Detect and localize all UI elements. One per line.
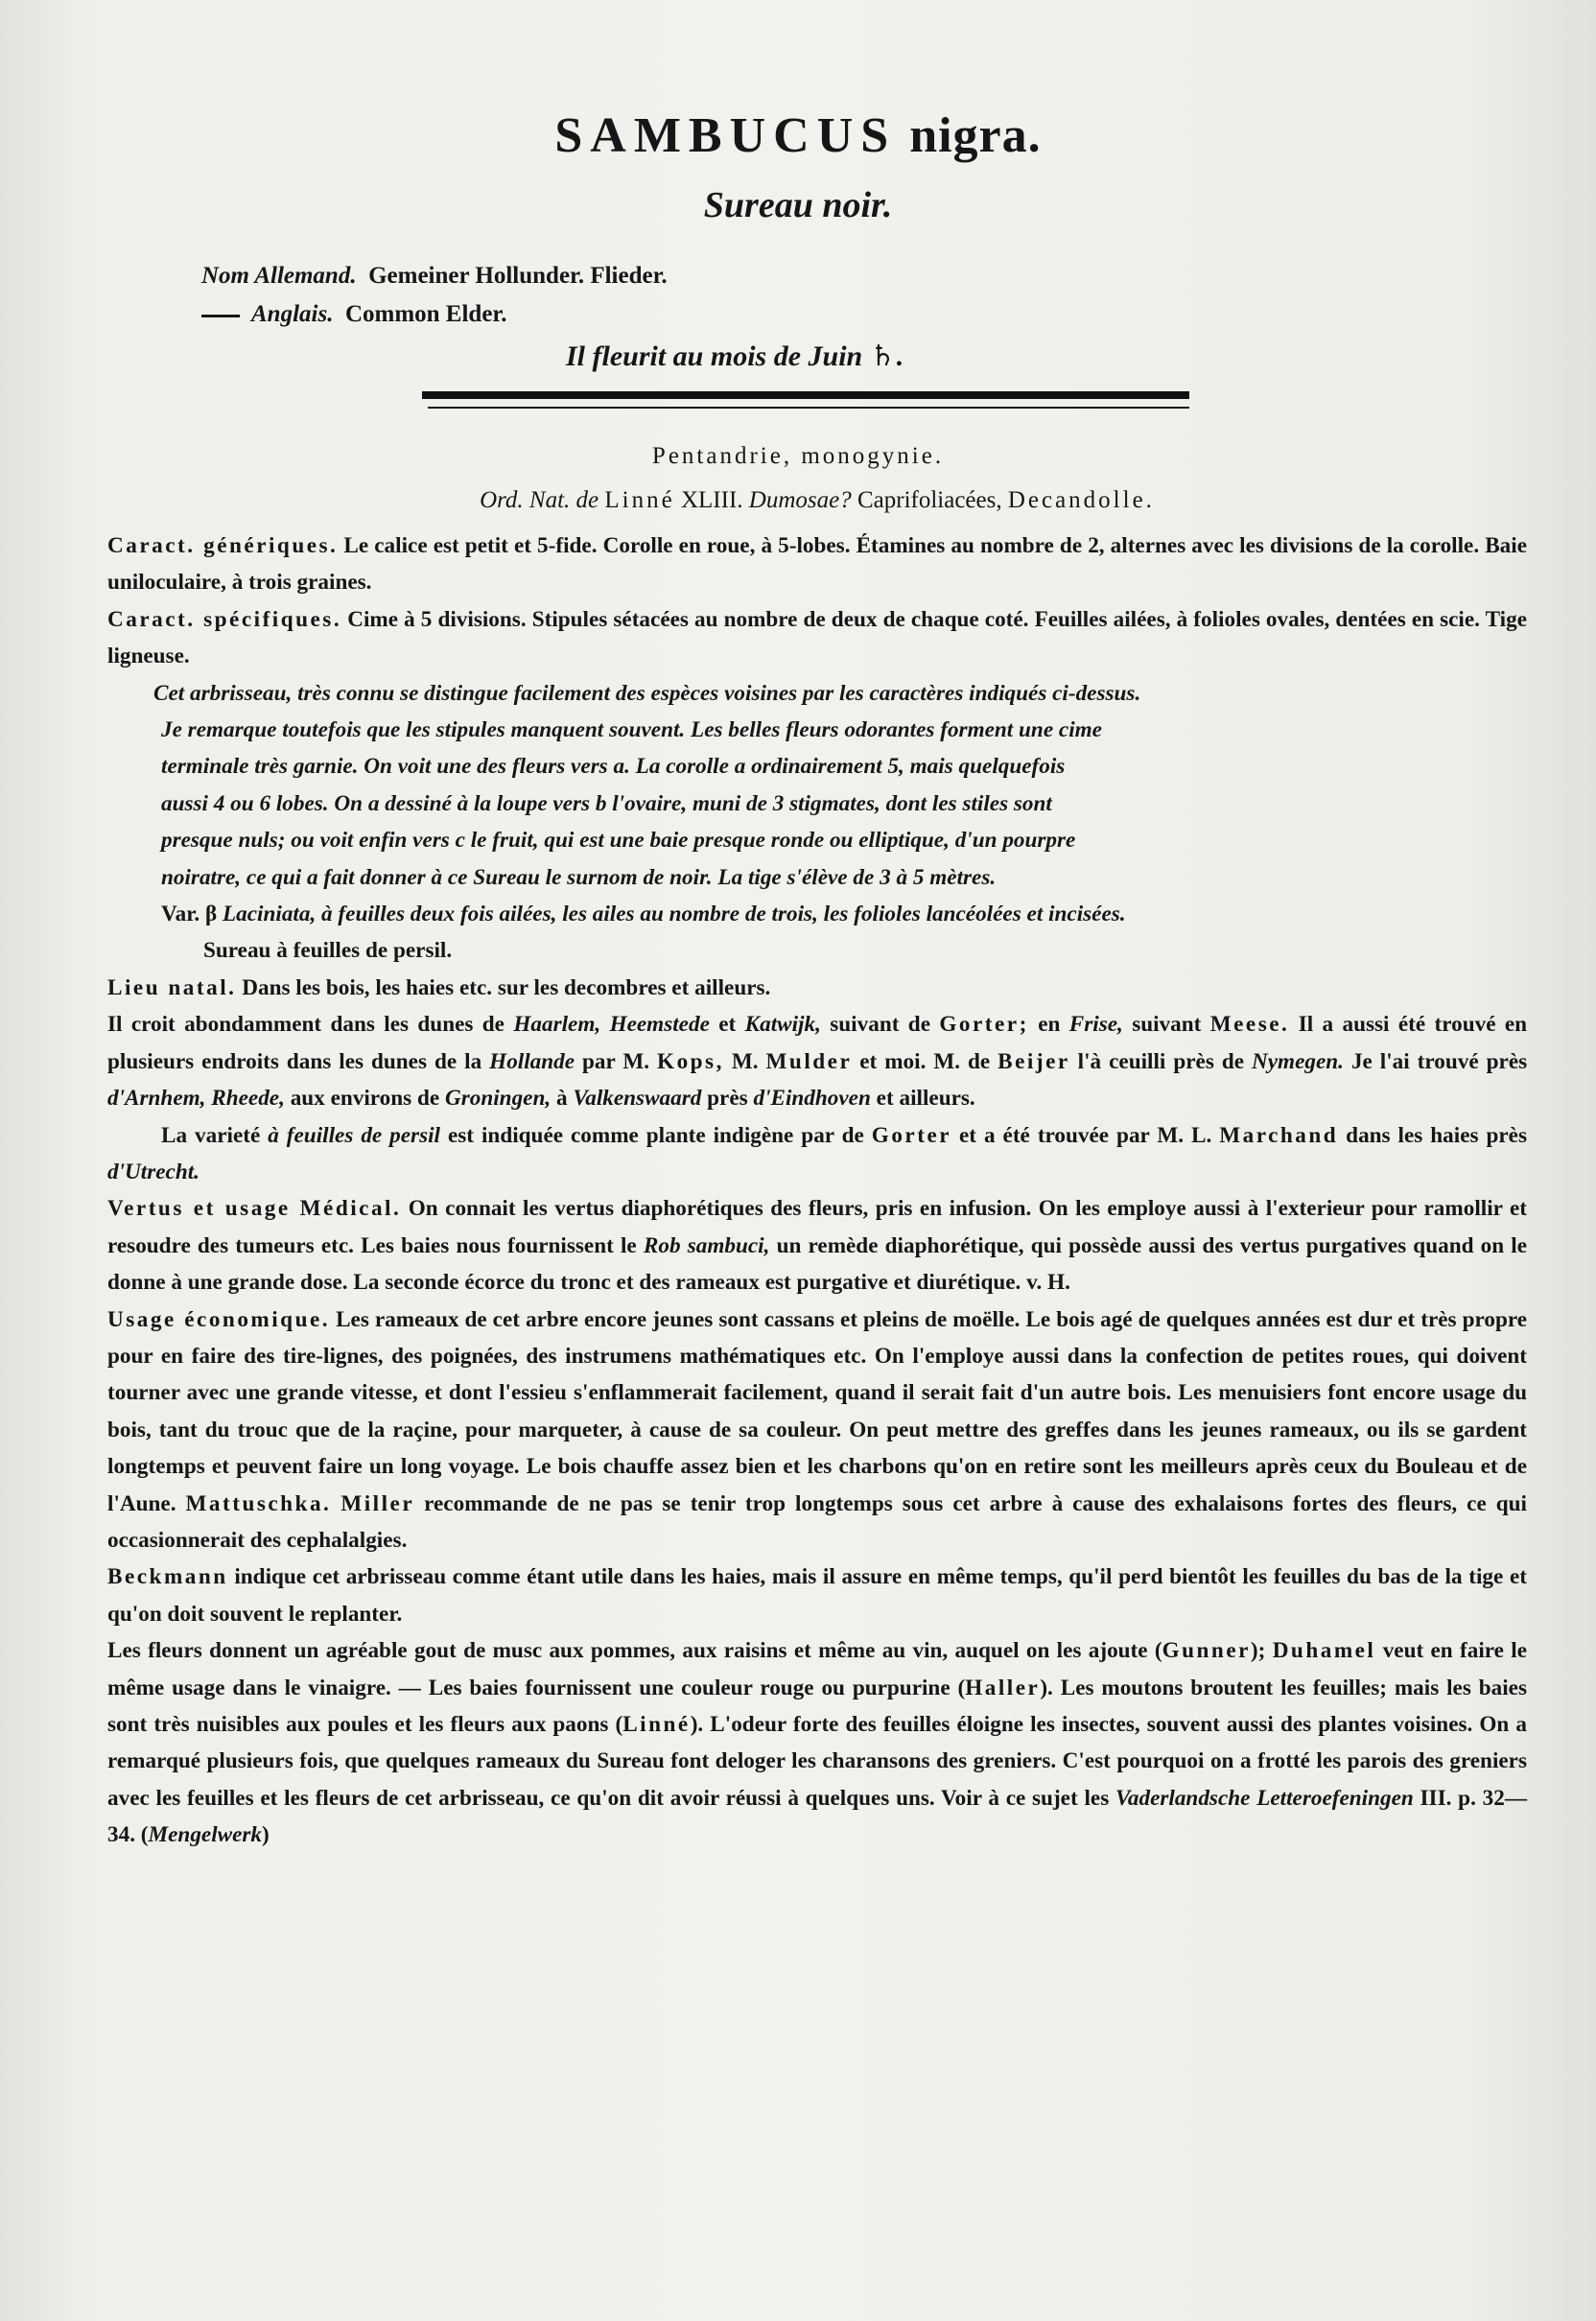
text-run: Frise, (1068, 1012, 1123, 1038)
text-run: ). L'odeur forte des feuilles éloigne les insectes, souvent aussi des plantes voisines. On a remarqué plusieurs fois, que quelques rameaux du Sureau font deloger les charansons des greniers. C'est pourquoi on a frotté les parois des greniers avec les feuilles et les fleurs de cet arbrisseau, ce qu'on dit avoir réussi à quelques uns. Voir à ce sujet les (107, 1712, 1527, 1811)
text-run: ); (1250, 1638, 1273, 1664)
text-run: et a été trouvée par M. L. (959, 1122, 1212, 1148)
text-run: Mulder (765, 1048, 853, 1074)
text-run: Il croit abondamment dans les dunes de (107, 1012, 505, 1038)
generic-characters (107, 528, 1527, 601)
text-run: Hollande (489, 1048, 575, 1074)
text-run: Gunner (1162, 1638, 1251, 1664)
text-run: suivant de (830, 1012, 930, 1038)
text-run: et ailleurs. (876, 1086, 975, 1112)
page-title (0, 107, 1596, 164)
medical-uses (107, 1190, 1527, 1301)
text-run: Katwijk, (744, 1012, 821, 1038)
text-run: La varieté (161, 1122, 261, 1148)
shrub-symbol: ♄. (869, 340, 904, 372)
text-run: Caract. spécifiques. (107, 606, 342, 632)
text-run: recommande de ne pas se tenir trop longtemps sous cet arbre à cause des exhalaisons fortes des fleurs, ce qui occasionnerait des cephalalgies. (107, 1490, 1527, 1553)
text-run: dans les haies près (1346, 1122, 1527, 1148)
text-run: M. (731, 1048, 759, 1074)
text-run: Var. β (161, 902, 218, 927)
text-run: Vaderlandsche Letteroefeningen (1115, 1785, 1414, 1811)
text-run: Gorter; (939, 1012, 1029, 1038)
text-run: et moi. M. de (859, 1048, 991, 1074)
species-name: nigra. (909, 108, 1042, 163)
text-run: Les fleurs donnent un agréable gout de musc aux pommes, aux raisins et même au vin, auquel on les ajoute ( (107, 1638, 1162, 1664)
text-run: Linné (622, 1712, 691, 1737)
german-label: Nom Allemand. (201, 263, 357, 289)
text-run: XLIII. (680, 487, 743, 513)
description-line: presque nuls; ou voit enfin vers c le fruit, qui est une baie presque ronde ou elliptique, d'un pourpre (161, 828, 1076, 854)
text-run: ) (262, 1822, 270, 1848)
text-run: Decandolle. (1007, 487, 1155, 513)
text-run: Rob sambuci, (643, 1232, 770, 1258)
genus-name: SAMBUCUS (554, 108, 897, 163)
description-line: noiratre, ce qui a fait donner à ce Sureau le surnom de noir. La tige s'élève de 3 à 5 mètres. (161, 864, 997, 890)
german-name: Gemeiner Hollunder. Flieder. (368, 263, 668, 289)
text-run: Heemstede (609, 1012, 710, 1038)
variety-habitat (107, 1117, 1527, 1191)
text-run: Rheede, (211, 1086, 285, 1112)
english-name: Common Elder. (344, 301, 507, 327)
description-line: Je remarque toutefois que les stipules manquent souvent. Les belles fleurs odorantes forment une cime (161, 717, 1102, 743)
other-uses (107, 1632, 1527, 1853)
text-run: Haarlem, (513, 1012, 601, 1038)
english-label: Anglais. (251, 301, 334, 327)
description-line: Cet arbrisseau, très connu se distingue facilement des espèces voisines par les caractères indiqués ci-dessus. (153, 680, 1141, 706)
text-run: Gorter (871, 1122, 952, 1148)
text-run: ). Les moutons broutent les feuilles; mais les baies sont très nuisibles aux poules et les fleurs aux paons ( (107, 1675, 1527, 1737)
text-run: près (707, 1086, 748, 1112)
text-run: veut en faire le même usage dans le vinaigre. — Les baies fournissent une couleur rouge ou purpurine ( (107, 1638, 1527, 1700)
flowering-period (566, 340, 903, 373)
english-name-row (201, 301, 506, 328)
french-name: Sureau noir. (703, 185, 893, 225)
description-line: terminale très garnie. On voit une des fleurs vers a. La corolle a ordinairement 5, mais quelquefois (161, 754, 1066, 780)
divider-thin (428, 407, 1189, 409)
text-run: Le calice est petit et 5-fide. Corolle en roue, à 5-lobes. Étamines au nombre de 2, alternes avec les divisions de la corolle. Baie uniloculaire, à trois graines. (107, 533, 1528, 596)
text-run: III. p. 32—34. ( (107, 1785, 1528, 1848)
text-run: en (1038, 1012, 1061, 1038)
hedge-note (107, 1559, 1527, 1632)
text-run: l'à ceuilli près de (1077, 1048, 1245, 1074)
text-run: Ord. Nat. de (480, 487, 599, 513)
habitat-localities (107, 1006, 1527, 1116)
ditto-dash (201, 315, 240, 317)
text-run: Marchand (1219, 1122, 1339, 1148)
text-run: d'Utrecht. (107, 1159, 200, 1184)
text-run: Beijer (998, 1048, 1070, 1074)
text-run: un remède diaphorétique, qui possède aussi des vertus purgatives quand on le donne à une grande dose. La seconde écorce du tronc et des rameaux est purgative et diurétique. v. H. (107, 1232, 1528, 1296)
text-run: Haller (965, 1675, 1041, 1700)
text-run: Mattuschka. (185, 1490, 332, 1516)
flowering-text: Il fleurit au mois de Juin (566, 340, 863, 372)
text-run: Groningen, (444, 1086, 552, 1112)
text-run: Valkenswaard (573, 1086, 702, 1112)
text-run: est indiquée comme plante indigène par de (447, 1122, 864, 1148)
text-run: Caract. génériques. (107, 533, 339, 558)
german-name-row (201, 263, 668, 290)
text-run: Je l'ai trouvé près (1350, 1048, 1528, 1074)
variety (107, 896, 1527, 932)
text-run: d'Arnhem, (107, 1086, 206, 1112)
text-run: Caprifoliacées, (857, 487, 1002, 513)
economic-uses (107, 1301, 1527, 1559)
text-run: Laciniata, à feuilles deux fois ailées, les ailes au nombre de trois, les folioles lancéolées et incisées. (222, 902, 1126, 927)
text-run: aux environs de (290, 1086, 440, 1112)
text-run: Cime à 5 divisions. Stipules sétacées au nombre de deux de chaque coté. Feuilles ailées, à folioles ovales, dentées en scie. Tige ligneuse. (107, 606, 1527, 669)
text-run: On connait les vertus diaphorétiques des fleurs, pris en infusion. On les employe aussi à l'exterieur pour ramollir et resoudre des tumeurs etc. Les baies nous fournissent le (107, 1196, 1527, 1258)
text-run: à (555, 1086, 568, 1112)
text-run: à feuilles de persil (268, 1122, 440, 1148)
text-run: indique cet arbrisseau comme étant utile dans les haies, mais il assure en même temps, qu'il perd bientôt les feuilles du bas de la tige et qu'on doit souvent le replanter. (107, 1564, 1528, 1627)
text-run: Vertus et usage Médical. (107, 1196, 402, 1222)
text-run: Linné (604, 487, 675, 513)
text-run: Usage économique. (107, 1306, 331, 1332)
text-run: Kops, (657, 1048, 724, 1074)
text-run: Les rameaux de cet arbre encore jeunes sont cassans et pleins de moëlle. Le bois agé de quelques années est dur et très propre pour en faire des tire-lignes, des poignées, des instrumens mathématiques etc. On l'employe aussi dans la confection de petites roues, qui doivent tourner avec une grande vitesse, et dont l'essieu s'enflammerait facilement, quand il serait fait d'un autre bois. Les menuisiers font encore usage du bois, tant du trouc que de la raçine, pour marqueter, à cause de sa couleur. On peut mettre des greffes dans les jeunes rameaux, ou ils se gardent longtemps et peuvent faire un long voyage. Le bois chauffe assez bien et les charbons qu'on en retire sont les meilleurs après ceux du Bouleau et de l'Aune. (107, 1306, 1528, 1516)
text-run: Duhamel (1272, 1638, 1376, 1664)
text-run: Beckmann (107, 1564, 228, 1590)
specific-characters (107, 601, 1527, 675)
description (107, 675, 1527, 896)
text-run: suivant (1132, 1012, 1202, 1038)
linnaean-class: Pentandrie, monogynie. (651, 443, 945, 469)
divider-thick (422, 391, 1189, 399)
text-run: Dumosae? (748, 487, 852, 513)
text-run: et (718, 1012, 737, 1038)
text-run: Meese. (1209, 1012, 1290, 1038)
text-run: Il a aussi été trouvé en plusieurs endroits dans les dunes de la (107, 1012, 1528, 1074)
natural-order (38, 487, 1596, 514)
text-run: Lieu natal. (107, 974, 237, 1000)
variety-name: Sureau à feuilles de persil. (203, 938, 453, 964)
habitat (107, 970, 1527, 1006)
text-run: Nymegen. (1252, 1048, 1344, 1074)
description-line: aussi 4 ou 6 lobes. On a dessiné à la loupe vers b l'ovaire, muni de 3 stigmates, dont les stiles sont (161, 790, 1052, 816)
text-run: Dans les bois, les haies etc. sur les decombres et ailleurs. (242, 974, 771, 1000)
text-run: par M. (582, 1048, 650, 1074)
text-run: Mengelwerk (148, 1822, 263, 1848)
text-run: d'Eindhoven (753, 1086, 871, 1112)
body-text (107, 528, 1527, 1854)
text-run: Miller (340, 1490, 415, 1516)
